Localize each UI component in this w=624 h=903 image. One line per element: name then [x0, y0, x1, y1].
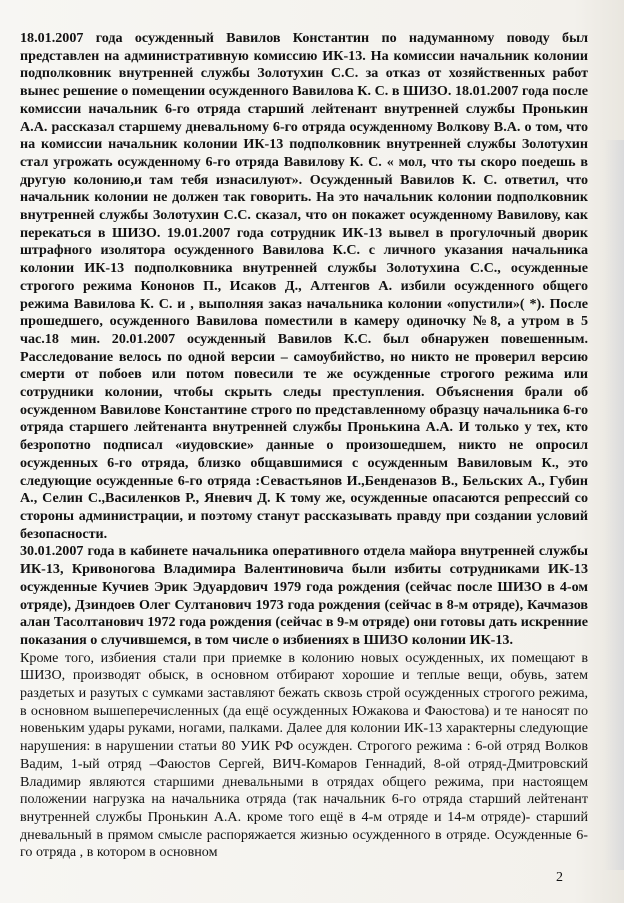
page-edge-shadow [604, 140, 624, 870]
paragraph-beating-30-01: 30.01.2007 года в кабинете начальника оперативного отдела майора внутренней службы ИК-13, Кривоногова Владимира Валентиновича были избиты сотрудниками ИК-13 осужденные Кучиев Эрик Эдуардович 1979 года рождения (сейчас после ШИЗО в 4-ом отряде), Дзиндоев Олег Султанович 1973 года рождения (сейчас в 8-м отряде), Качмазов алан Тасолтанович 1972 года рождения (сейчас в 9-м отряде) они готовы дать искренние показания о случившемся, в том числе о избиениях в ШИЗО колонии ИК-13. [20, 543, 588, 648]
document-body [20, 30, 588, 862]
paragraph-admission-beatings: Кроме того, избиения стали при приемке в колонию новых осужденных, их помещают в ШИЗО, производят обыск, в основном отбирают хорошие и теплые вещи, обувь, затем раздетых и разутых с сумками заставляют бежать сквозь строй осужденных строгого режима, в основном вышеперечисленных (да ещё осужденных Южакова и Фаюстова) и те наносят по новеньким удары руками, ногами, палками. Далее для колонии ИК-13 характерны следующие нарушения: в нарушении статьи 80 УИК РФ осужден. Строгого режима : 6-ой отряд Волков Вадим, 1-ый отряд –Фаюстов Сергей, ВИЧ-Комаров Геннадий, 8-ой отряд-Дмитровский Владимир являются старшими дневальными в отрядах общего режима, при настоящем положении нагрузка на начальника отряда (так начальник 6-го отряда старший лейтенант внутренней службы Пронькин А.А. кроме того ещё в 4-м отряде и 14-м отряде)- старший дневальный в прямом смысле распоряжается жизнью осужденного в отряде. Осужденные 6-го отряда , в котором в основном [20, 649, 588, 861]
page-number: 2 [556, 870, 563, 885]
paragraph-vavilov-incident: 18.01.2007 года осужденный Вавилов Константин по надуманному поводу был представлен на административную комиссию ИК-13. На комиссии начальник колонии подполковник внутренней службы Золотухин С.С. за отказ от хозяйственных работ вынес решение о помещении осужденного Вавилова К. С. в ШИЗО. 18.01.2007 года после комиссии начальник 6-го отряда старший лейтенант внутренней службы Пронькин А.А. рассказал старшему дневальному 6-го отряда осужденному Волкову В.А. о том, что на комиссии начальник колонии ИК-13 подполковник внутренней службы Золотухин стал угрожать осужденному 6-го отряда Вавилову К. С. « мол, что ты скоро поедешь в другую колонию,и там тебя изнасилуют». Осужденный Вавилов К. С. ответил, что начальник колонии не должен так говорить. На это начальник колонии подполковник внутренней службы Золотухин С.С. сказал, что он покажет осужденному Вавилову, как перекаться в ШИЗО. 19.01.2007 года сотрудник ИК-13 вывел в прогулочный дворик штрафного изолятора осужденного Вавилова К.С. с личного указания начальника колонии ИК-13 подполковника внутренней службы Золотухина С.С., осужденные строгого режима Кононов П., Исаков Д., Алтенгов А. избили осужденного общего режима Вавилова К. С. и , выполняя заказ начальника колонии «опустили»( *). После прошедшего, осужденного Вавилова поместили в камеру одиночку №8, а утром в 5 час.18 мин. 20.01.2007 осужденный Вавилов К.С. был обнаружен повешенным. Расследование велось по одной версии – самоубийство, но никто не проверил версию смерти от побоев или потом повесили те же осужденные строгого режима или сотрудники колонии, чтобы скрыть следы преступления. Объяснения брали об осужденном Вавилове Константине строго по представленному образцу начальника 6-го отряда старшего лейтенанта внутренней службы Пронькина А.А. И только у тех, кто безропотно подписал «иудовские» данные о произошедшем, никто не опросил осужденных 6-го отряда, близко общавшимися с осужденным Вавиловым К., это следующие осужденные 6-го отряда :Севастьянов И.,Бенденазов В., Бельских А., Губин А., Селин С.,Василенков Р., Яневич Д. К тому же, осужденные опасаются репрессий со стороны администрации, и поэтому станут рассказывать правду при создании условий безопасности. [20, 30, 588, 542]
